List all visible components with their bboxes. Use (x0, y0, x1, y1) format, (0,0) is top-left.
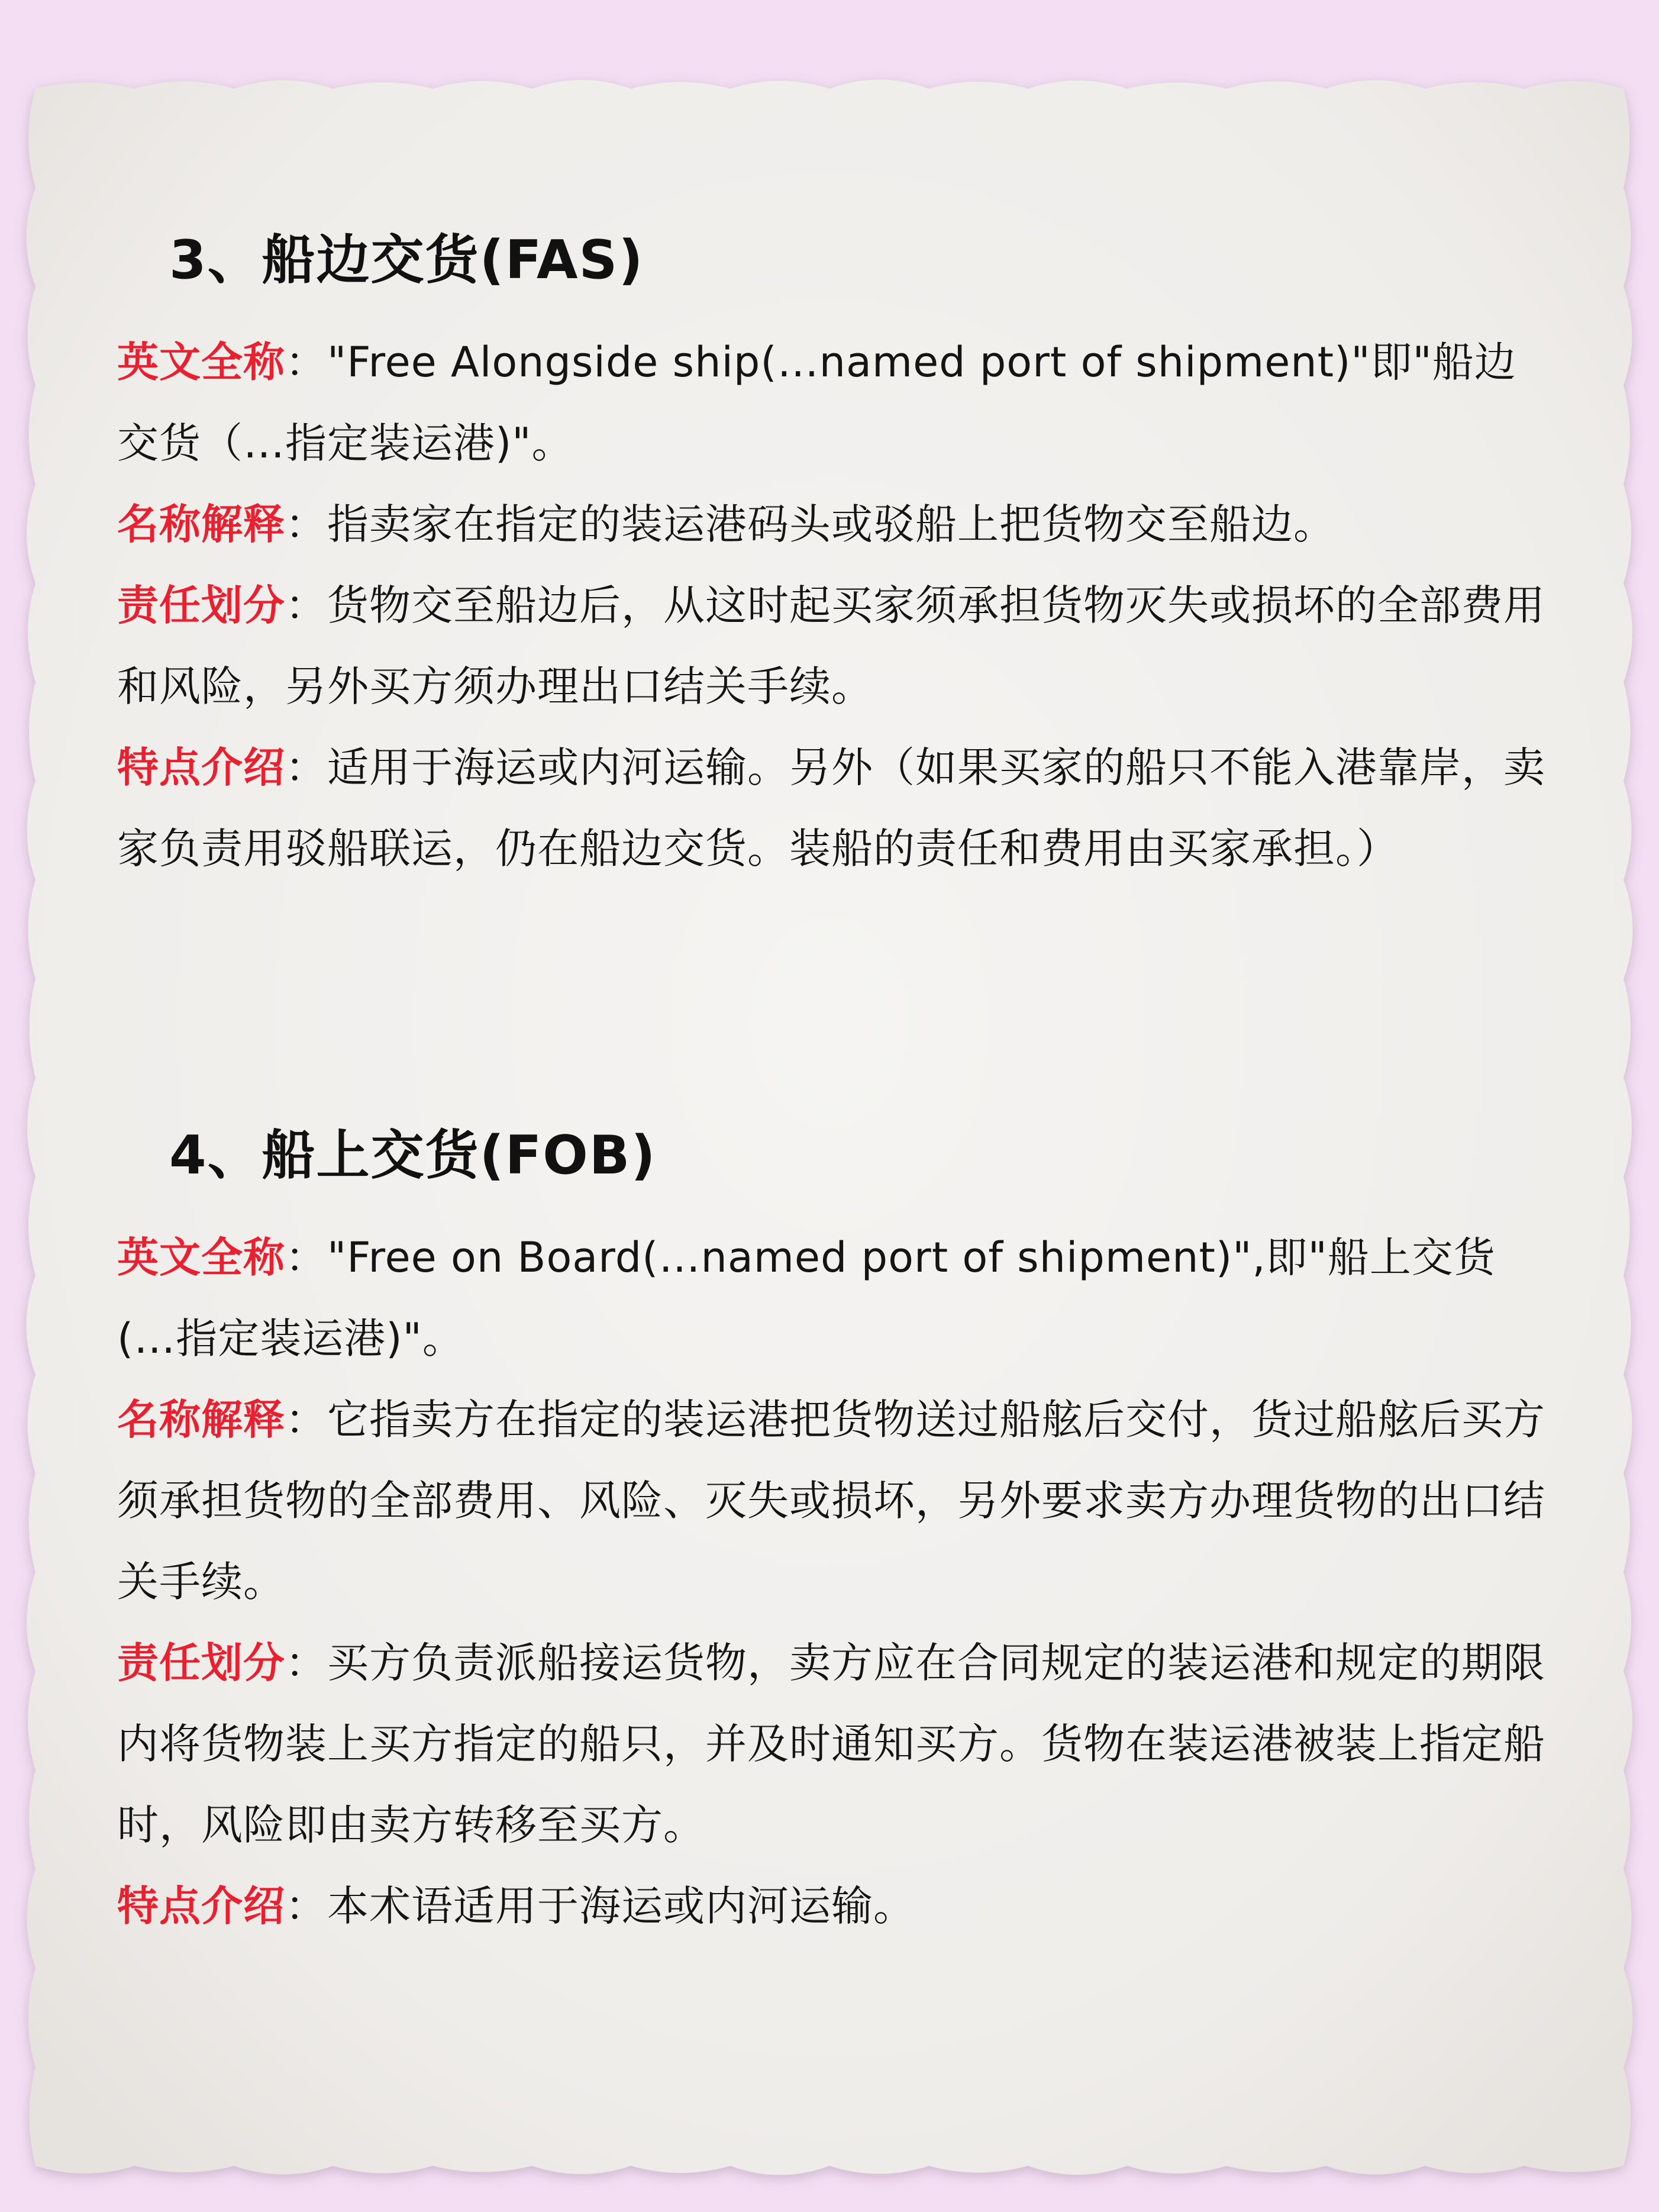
item-responsibility: 责任划分：货物交至船边后，从这时起买家须承担货物灭失或损坏的全部费用和风险，另外买方须办理出口结关手续。 (117, 581, 1545, 711)
section-title: 4、船上交货(FOB) (169, 1124, 657, 1186)
item-text: 指卖家在指定的装运港码头或驳船上把货物交至船边。 (327, 500, 1335, 549)
item-label: 英文全称 (117, 1233, 285, 1282)
section-title: 3、船边交货(FAS) (169, 229, 644, 291)
item-name-explanation: 名称解释：它指卖方在指定的装运港把货物送过船舷后交付，货过船舷后买方须承担货物的全部费用、风险、灭失或损坏，另外要求卖方办理货物的出口结关手续。 (117, 1395, 1545, 1606)
section-fas (117, 225, 1549, 889)
item-text: 它指卖方在指定的装运港把货物送过船舷后交付，货过船舷后买方须承担货物的全部费用、风险、灭失或损坏，另外要求卖方办理货物的出口结关手续。 (117, 1395, 1545, 1606)
item-label: 英文全称 (117, 338, 285, 386)
item-english-name: 英文全称："Free on Board(…named port of shipment)",即"船上交货(…指定装运港)"。 (117, 1233, 1496, 1363)
item-label: 名称解释 (117, 500, 285, 549)
item-name-explanation: 名称解释：指卖家在指定的装运港码头或驳船上把货物交至船边。 (117, 500, 1335, 549)
item-features: 特点介绍：适用于海运或内河运输。另外（如果买家的船只不能入港靠岸，卖家负责用驳船联运，仍在船边交货。装船的责任和费用由买家承担。） (117, 743, 1545, 873)
content-area (117, 225, 1549, 1947)
item-label: 责任划分 (117, 581, 285, 630)
item-text: 货物交至船边后，从这时起买家须承担货物灭失或损坏的全部费用和风险，另外买方须办理出口结关手续。 (117, 581, 1545, 711)
item-label: 责任划分 (117, 1639, 285, 1687)
item-text: 适用于海运或内河运输。另外（如果买家的船只不能入港靠岸，卖家负责用驳船联运，仍在船边交货。装船的责任和费用由买家承担。） (117, 743, 1545, 873)
item-label: 名称解释 (117, 1395, 285, 1444)
item-english-name: 英文全称："Free Alongside ship(…named port of shipment)"即"船边交货（…指定装运港)"。 (117, 338, 1516, 467)
item-text: 本术语适用于海运或内河运输。 (327, 1882, 915, 1930)
item-text: "Free Alongside ship(…named port of shipment)"即"船边交货（…指定装运港)"。 (117, 338, 1516, 467)
item-label: 特点介绍 (117, 1882, 285, 1930)
item-responsibility: 责任划分：买方负责派船接运货物，卖方应在合同规定的装运港和规定的期限内将货物装上买方指定的船只，并及时通知买方。货物在装运港被装上指定船时，风险即由卖方转移至买方。 (117, 1639, 1545, 1849)
section-fob (117, 1120, 1549, 1947)
item-features: 特点介绍：本术语适用于海运或内河运输。 (117, 1882, 915, 1930)
item-label: 特点介绍 (117, 743, 285, 792)
item-text: 买方负责派船接运货物，卖方应在合同规定的装运港和规定的期限内将货物装上买方指定的船只，并及时通知买方。货物在装运港被装上指定船时，风险即由卖方转移至买方。 (117, 1639, 1545, 1849)
item-text: "Free on Board(…named port of shipment)",即"船上交货(…指定装运港)"。 (117, 1233, 1496, 1363)
